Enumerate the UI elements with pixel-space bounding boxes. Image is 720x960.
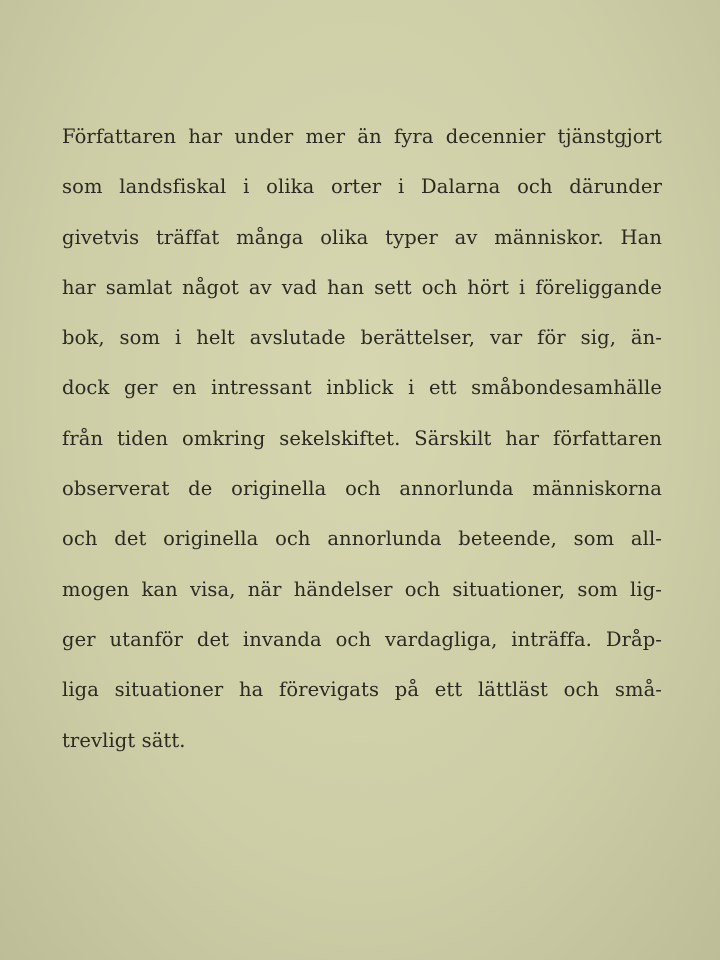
- text-line-last: trevligt sätt.: [62, 728, 186, 752]
- text-line: givetvis träffat många olika typer av människor. Han: [62, 225, 662, 249]
- text-line: liga situationer ha förevigats på ett lättläst och små-: [62, 678, 662, 702]
- text-line: observerat de originella och annorlunda människorna: [62, 477, 662, 501]
- text-line: Författaren har under mer än fyra decennier tjänstgjort: [62, 125, 662, 148]
- text-line: dock ger en intressant inblick i ett småbondesamhälle: [62, 376, 662, 400]
- text-line: och det originella och annorlunda beteende, som all-: [62, 527, 662, 551]
- text-line: bok, som i helt avslutade berättelser, var för sig, än-: [62, 326, 662, 350]
- text-line: mogen kan visa, när händelser och situationer, som lig-: [62, 577, 662, 601]
- text-line: från tiden omkring sekelskiftet. Särskilt har författaren: [62, 426, 662, 450]
- text-line: ger utanför det invanda och vardagliga, inträffa. Dråp-: [62, 627, 662, 651]
- blurb-paragraph: [62, 112, 662, 766]
- text-line: har samlat något av vad han sett och hört i föreliggande: [62, 275, 662, 299]
- text-line: som landsfiskal i olika orter i Dalarna och därunder: [62, 175, 662, 199]
